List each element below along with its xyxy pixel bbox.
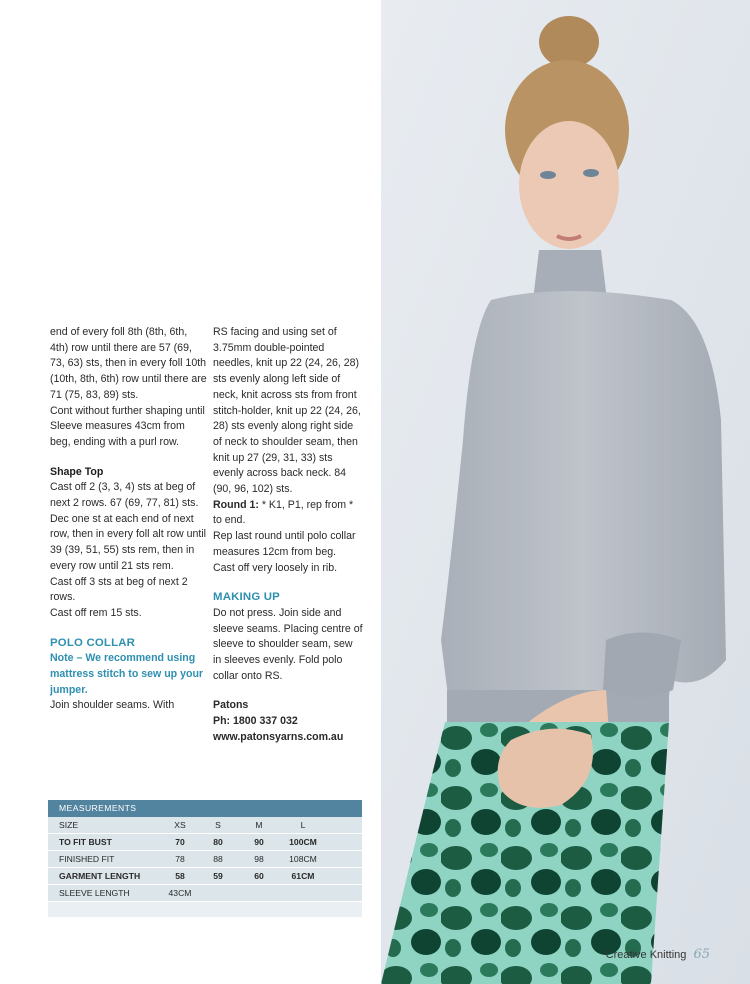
round-1-instructions: * K1, P1, rep from * to end. <box>213 498 354 527</box>
page-number: 65 <box>693 947 710 962</box>
row-label: SIZE <box>59 820 79 830</box>
table-row <box>48 851 362 868</box>
cell-m: 98 <box>254 854 264 864</box>
measurements-title: MEASUREMENTS <box>48 800 362 817</box>
cell-s: 80 <box>213 837 223 847</box>
cell-s: 59 <box>213 871 223 881</box>
left-eye <box>540 171 556 179</box>
shape-top-step-3: Cast off 3 sts at beg of next 2 rows. <box>50 575 188 604</box>
cell-m: M <box>255 820 263 830</box>
left-column <box>50 325 208 714</box>
row-label: TO FIT BUST <box>59 837 112 847</box>
table-row-empty <box>48 902 362 918</box>
page-footer <box>606 947 710 962</box>
polo-note: Note – We recommend using mattress stitch to sew up your jumper. <box>50 652 204 696</box>
shape-top-step-4: Cast off rem 15 sts. <box>50 606 142 619</box>
cell-s: 88 <box>213 854 223 864</box>
model-photo <box>381 0 750 984</box>
row-label: SLEEVE LENGTH <box>59 888 130 898</box>
polo-collar-heading: POLO COLLAR <box>50 636 136 649</box>
sleeve-cont-text: Cont without further shaping until Sleeve measures 43cm from beg, ending with a purl row. <box>50 404 205 448</box>
face <box>519 121 619 249</box>
cell-m: 90 <box>254 837 264 847</box>
row-label: FINISHED FIT <box>59 854 115 864</box>
sleeve-intro-text: end of every foll 8th (8th, 6th, 4th) row until there are 57 (69, 73, 63) sts, then in every foll 10th (10th, 8th, 6th) row until there are 71 (75, 83, 89) sts. <box>50 326 207 401</box>
cell-xs: XS <box>174 820 186 830</box>
cell-xs: 43CM <box>168 888 192 898</box>
shape-top-step-2: Dec one st at each end of next row, then in every foll alt row until 39 (39, 51, 55) sts rem, then in every row until 21 sts rem. <box>50 512 207 572</box>
cell-l: 108CM <box>289 854 317 864</box>
making-up-heading: MAKING UP <box>213 591 280 604</box>
middle-column <box>213 325 363 746</box>
rs-facing-text: RS facing and using set of 3.75mm double-pointed needles, knit up 22 (24, 26, 28) sts evenly along left side of neck, knit across sts from front stitch-holder, knit up 22 (24, 26, 28) sts evenly along right side of neck to shoulder seam, then knit up 27 (29, 31, 33) sts evenly across back neck. 84 (90, 96, 102) sts. <box>213 326 361 496</box>
row-label: GARMENT LENGTH <box>59 871 141 881</box>
table-row <box>48 834 362 851</box>
cell-xs: 58 <box>175 871 185 881</box>
model-illustration <box>381 0 750 984</box>
cell-xs: 70 <box>175 837 185 847</box>
sweater <box>441 291 726 720</box>
cell-s: S <box>215 820 221 830</box>
magazine-name: Creative Knitting <box>605 949 687 961</box>
brand-phone: Ph: 1800 337 032 <box>213 715 298 728</box>
cell-l: 100CM <box>289 837 317 847</box>
brand-name: Patons <box>213 699 249 712</box>
brand-website[interactable]: www.patonsyarns.com.au <box>213 730 344 743</box>
table-row <box>48 817 362 834</box>
making-up-text: Do not press. Join side and sleeve seams. Placing centre of sleeve to shoulder seam, sew in sleeves evenly. Fold polo collar onto RS. <box>213 606 363 682</box>
round-1-label: Round 1: <box>213 498 259 511</box>
table-row <box>48 868 362 885</box>
round-1-text <box>213 498 363 529</box>
sleeve-cuff <box>603 633 681 698</box>
table-row <box>48 885 362 902</box>
cast-off-text: Cast off very loosely in rib. <box>213 561 338 574</box>
cell-m: 60 <box>254 871 264 881</box>
measurements-table <box>48 800 362 918</box>
cell-l: L <box>300 820 306 830</box>
shape-top-step-1: Cast off 2 (3, 3, 4) sts at beg of next 2 rows. 67 (69, 77, 81) sts. <box>50 481 199 510</box>
right-eye <box>583 169 599 177</box>
cell-xs: 78 <box>175 854 185 864</box>
polo-join-text: Join shoulder seams. With <box>50 699 175 712</box>
rep-last-text: Rep last round until polo collar measures 12cm from beg. <box>213 530 356 558</box>
shape-top-heading: Shape Top <box>50 465 104 478</box>
cell-l: 61CM <box>291 871 315 881</box>
